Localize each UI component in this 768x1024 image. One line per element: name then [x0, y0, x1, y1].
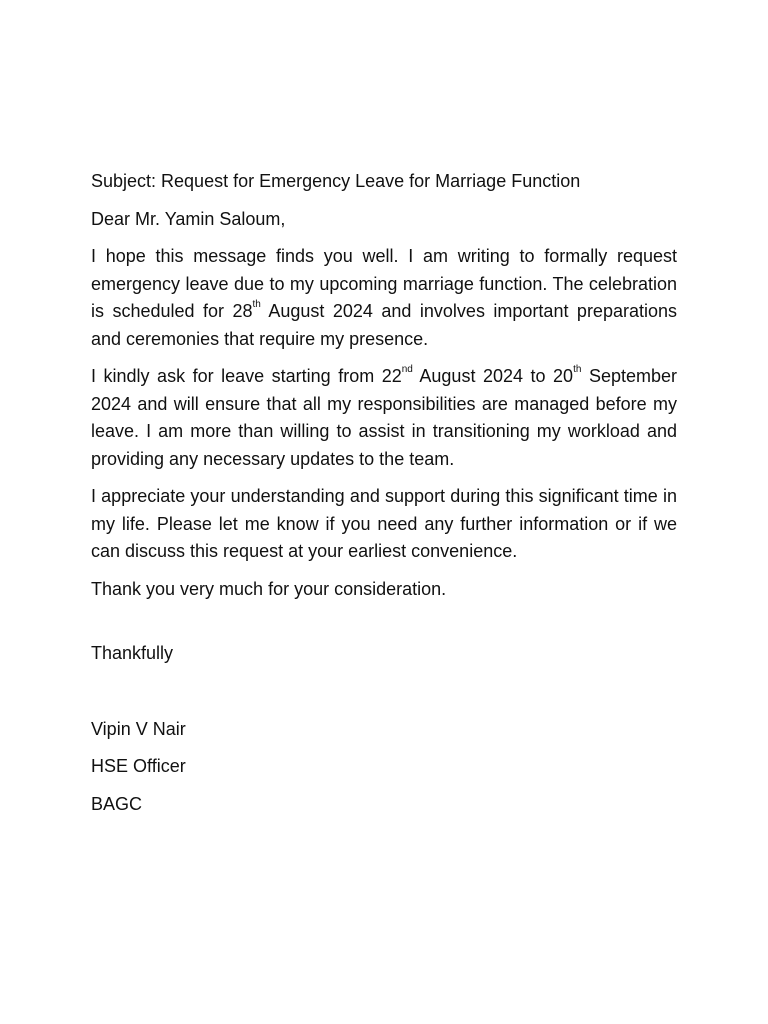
paragraph-dates-text-a: I kindly ask for leave starting from 22 — [91, 366, 402, 386]
ordinal-suffix: th — [573, 364, 582, 375]
paragraph-dates-text-b: August 2024 to 20 — [412, 366, 574, 386]
ordinal-suffix: nd — [401, 364, 413, 375]
salutation: Dear Mr. Yamin Saloum, — [91, 208, 286, 229]
closing: Thankfully — [91, 643, 174, 663]
paragraph-intro-text-a: I hope this message finds you well. I am writing to formally request emergency leave due to my upcoming marriage function. The celebration is scheduled for 28 — [91, 246, 677, 321]
paragraph-leave-dates — [91, 363, 677, 473]
paragraph-dates-text-c: September 2024 and will ensure that all my responsibilities are managed before my leave. I am more than willing to assist in transitioning my workload and providing any necessary updates to the team. — [91, 366, 677, 469]
ordinal-suffix: th — [252, 299, 261, 310]
letter-body — [91, 168, 677, 828]
subject-line: Subject: Request for Emergency Leave for Marriage Function — [91, 171, 581, 191]
paragraph-intro-text-b: August 2024 and involves important preparations and ceremonies that require my presence. — [91, 301, 677, 349]
signature-title: HSE Officer — [91, 756, 186, 776]
paragraph-thanks: Thank you very much for your consideration. — [91, 578, 447, 599]
signature-name: Vipin V Nair — [91, 718, 186, 739]
paragraph-intro — [91, 243, 677, 353]
signature-company: BAGC — [91, 793, 143, 814]
paragraph-appreciation: I appreciate your understanding and support during this significant time in my life. Please let me know if you need any further information or if we can discuss this request at your earliest convenience. — [91, 486, 677, 561]
